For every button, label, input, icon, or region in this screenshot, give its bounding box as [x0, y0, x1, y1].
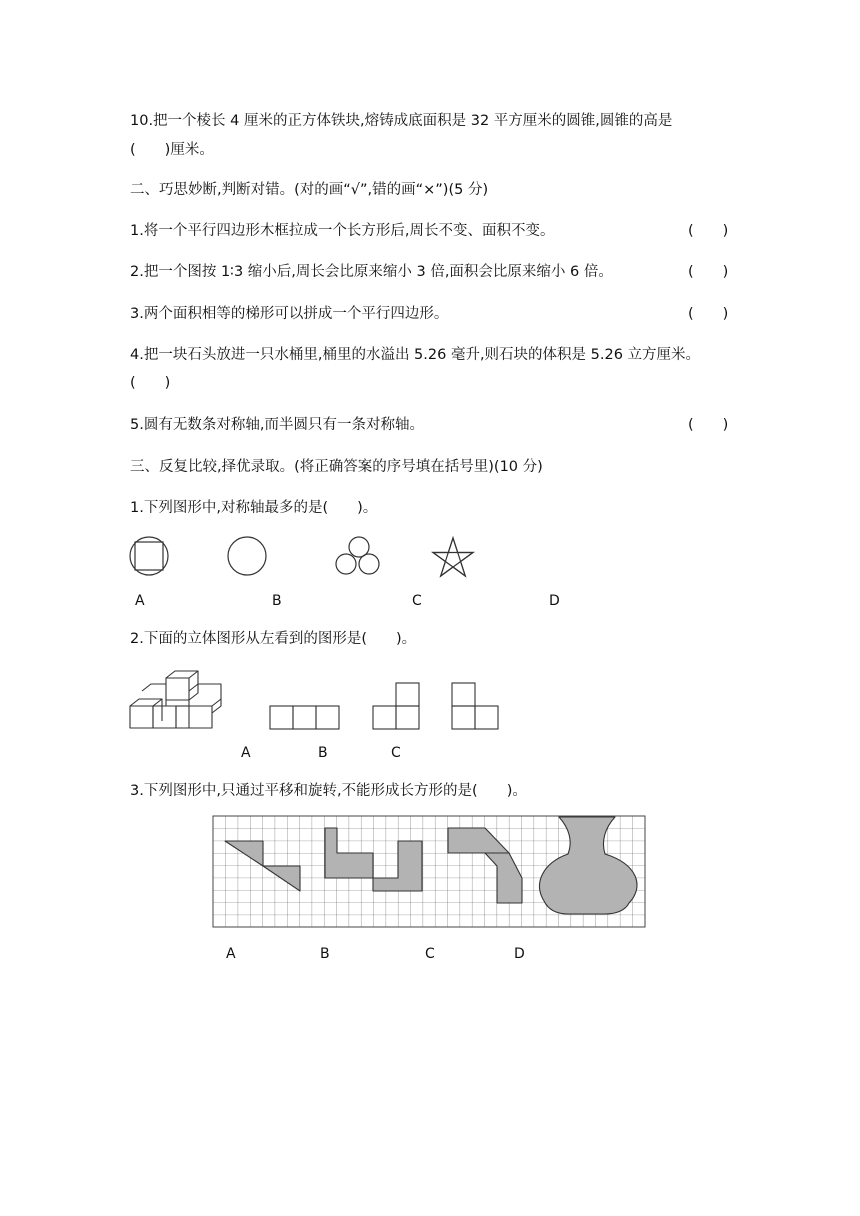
s3-q1-option-d[interactable]: D [549, 593, 560, 609]
five-point-star-shape [433, 538, 473, 576]
s3-q1-option-c[interactable]: C [412, 593, 422, 609]
q10-answer-line: ( )厘米。 [130, 142, 214, 158]
s2-item1-answer-blank[interactable]: ( ) [688, 223, 729, 239]
section2-heading: 二、巧思妙断,判断对错。(对的画“√”,错的画“×”)(5 分) [130, 182, 489, 198]
option-b-l-shape-right-stack [373, 683, 419, 729]
s2-item5-answer-blank[interactable]: ( ) [688, 417, 729, 433]
s2-item3-answer-blank[interactable]: ( ) [688, 306, 729, 322]
section3-heading: 三、反复比较,择优录取。(将正确答案的序号填在括号里)(10 分) [130, 459, 543, 475]
cube-stack-3d [130, 671, 221, 728]
option-a-three-squares-row [270, 706, 339, 729]
option-c-l-shape-left-stack [452, 683, 498, 729]
s3-q3-text: 3.下列图形中,只通过平移和旋转,不能形成长方形的是( )。 [130, 783, 527, 799]
s3-q1-option-b[interactable]: B [272, 593, 282, 609]
s2-item4-answer-blank[interactable]: ( ) [130, 375, 171, 391]
s3-q3-option-d[interactable]: D [514, 946, 525, 962]
s3-q2-option-a[interactable]: A [241, 745, 251, 761]
three-circles-shape [336, 537, 379, 574]
q10-line1: 10.把一个棱长 4 厘米的正方体铁块,熔铸成底面积是 32 平方厘米的圆锥,圆锥的高是 [130, 113, 673, 129]
s2-item3-text: 3.两个面积相等的梯形可以拼成一个平行四边形。 [130, 306, 449, 322]
s3-q1-figures [125, 533, 485, 581]
s3-q2-option-c[interactable]: C [391, 745, 401, 761]
s3-q3-grid-figure [213, 816, 647, 928]
s2-item4-text: 4.把一块石头放进一只水桶里,桶里的水溢出 5.26 毫升,则石块的体积是 5.26 立方厘米。 [130, 347, 701, 363]
circle-with-square-shape [130, 537, 168, 575]
s2-item1-text: 1.将一个平行四边形木框拉成一个长方形后,周长不变、面积不变。 [130, 223, 555, 239]
s3-q2-figures [128, 668, 508, 733]
s2-item2-text: 2.把一个图按 1∶3 缩小后,周长会比原来缩小 3 倍,面积会比原来缩小 6 倍。 [130, 264, 613, 280]
s3-q3-option-a[interactable]: A [226, 946, 236, 962]
s3-q2-option-b[interactable]: B [318, 745, 328, 761]
s2-item5-text: 5.圆有无数条对称轴,而半圆只有一条对称轴。 [130, 417, 424, 433]
s3-q2-text: 2.下面的立体图形从左看到的图形是( )。 [130, 631, 417, 647]
s3-q3-option-c[interactable]: C [425, 946, 435, 962]
s3-q3-option-b[interactable]: B [320, 946, 330, 962]
s3-q1-text: 1.下列图形中,对称轴最多的是( )。 [130, 500, 378, 516]
s3-q1-option-a[interactable]: A [135, 593, 145, 609]
s2-item2-answer-blank[interactable]: ( ) [688, 264, 729, 280]
circle-shape [228, 537, 266, 575]
